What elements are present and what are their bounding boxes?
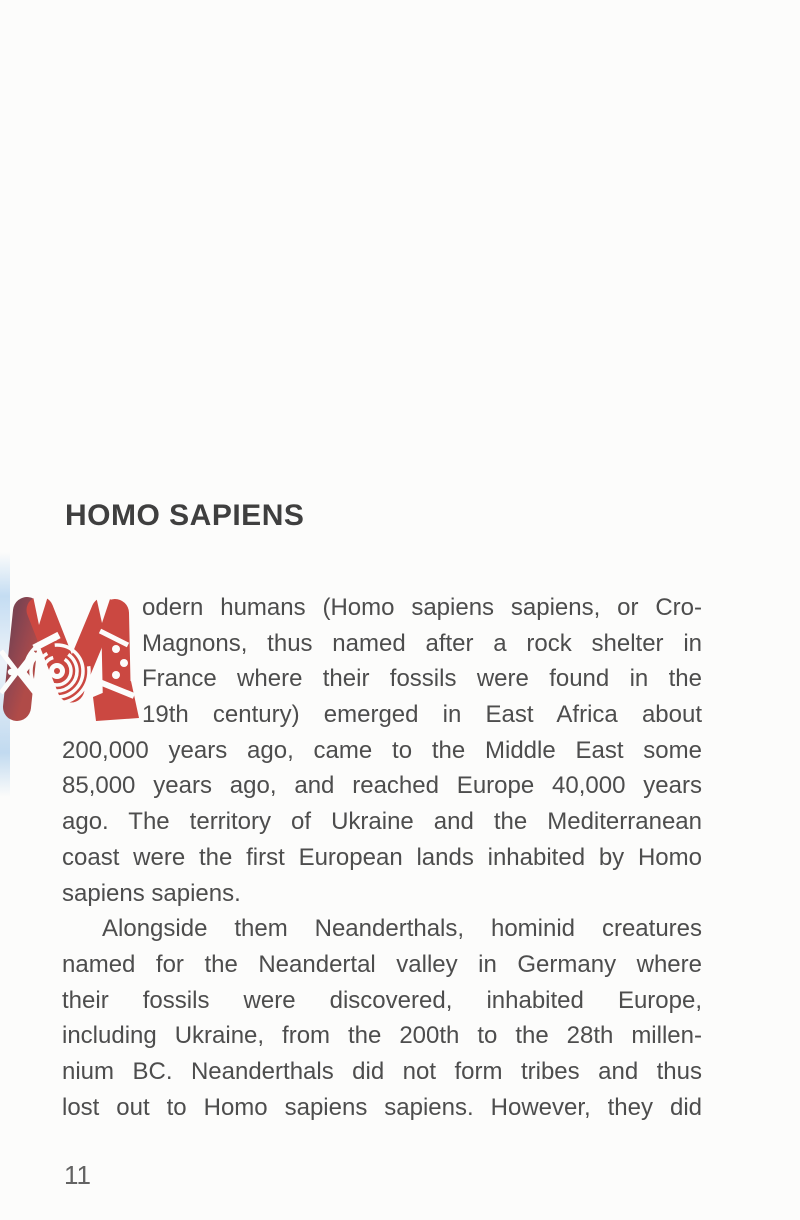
text-line: odern humans (Homo sapiens sapiens, or Cro- <box>142 594 702 621</box>
text-line: lost out to Homo sapiens sapiens. However, they did <box>62 1093 702 1121</box>
text-line: 200,000 years ago, came to the Middle East some <box>62 736 702 764</box>
text-line: nium BC. Neanderthals did not form tribes and thus <box>62 1057 702 1085</box>
text-line: France where their fossils were found in the <box>142 665 702 693</box>
text-line: 85,000 years ago, and reached Europe 40,000 years <box>62 772 702 800</box>
text-line: Magnons, thus named after a rock shelter in <box>142 629 702 657</box>
page-number: 11 <box>64 1160 91 1190</box>
text-line: including Ukraine, from the 200th to the 28th millen- <box>62 1022 702 1050</box>
text-line: sapiens sapiens. <box>62 879 241 907</box>
text-line: ago. The territory of Ukraine and the Mediterranean <box>62 808 702 836</box>
text-line: Alongside them Neanderthals, hominid creatures <box>102 915 702 943</box>
text-line: coast were the first European lands inhabited by Homo <box>62 843 702 871</box>
text-line: their fossils were discovered, inhabited Europe, <box>62 986 702 1014</box>
chapter-heading: HOMO SAPIENS <box>65 499 305 533</box>
paragraph-1 <box>62 590 702 911</box>
body-text-block <box>62 590 702 1125</box>
text-line: 19th century) emerged in East Africa about <box>142 701 702 729</box>
text-line: named for the Neandertal valley in Germany where <box>62 950 702 978</box>
paragraph-2 <box>62 911 702 1125</box>
